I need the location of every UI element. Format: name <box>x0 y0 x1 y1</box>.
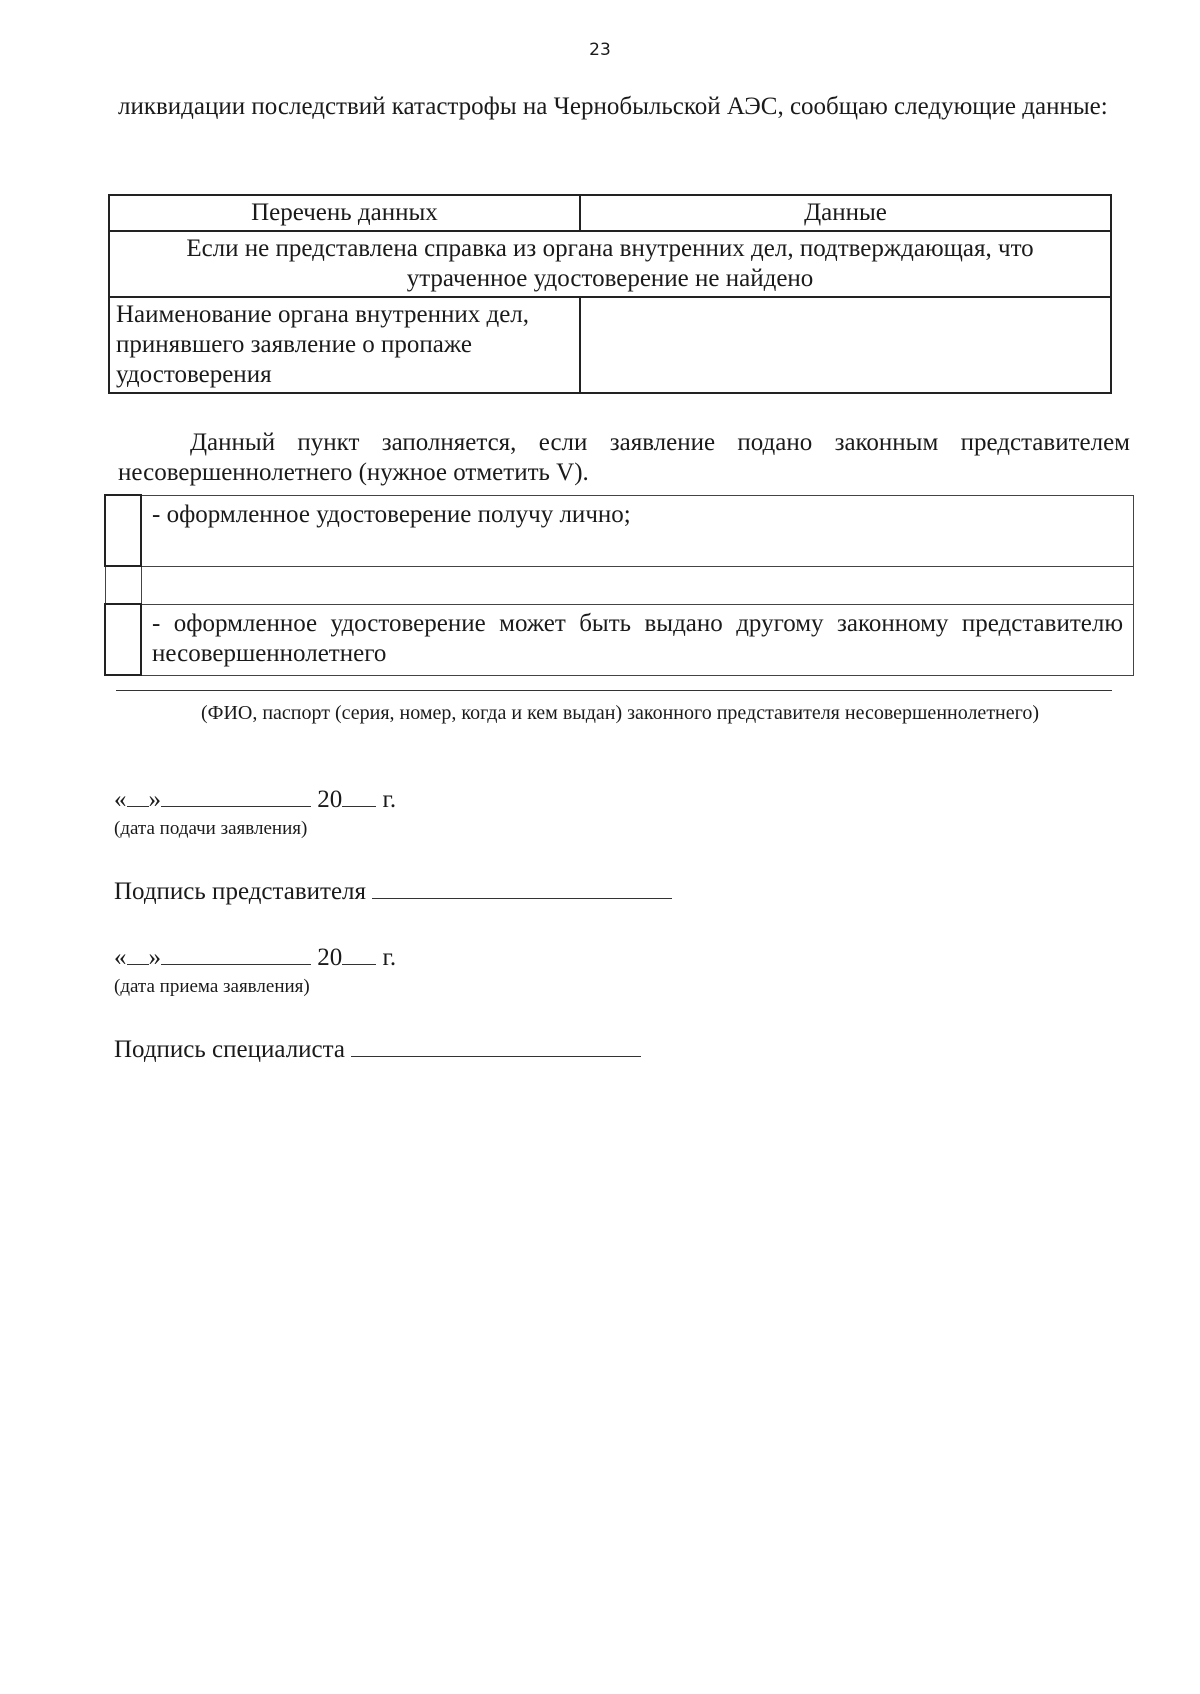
checkbox-other-rep[interactable] <box>105 604 141 675</box>
day-blank[interactable] <box>127 964 149 965</box>
table-header-row <box>109 195 1111 231</box>
column-header-list: Перечень данных <box>109 195 580 231</box>
row-label-police-body: Наименование органа внутренних дел, принявшего заявление о пропаже удостоверения <box>109 297 580 393</box>
spec-signature-blank[interactable] <box>351 1056 641 1057</box>
fio-input-line[interactable] <box>116 690 1112 691</box>
option-text-other-rep: - оформленное удостоверение может быть выдано другому законному представителю несовершеннолетнего <box>141 604 1134 675</box>
year-blank[interactable] <box>342 806 376 807</box>
year-blank[interactable] <box>342 964 376 965</box>
close-quote: » <box>148 944 161 971</box>
spec-signature-line <box>114 1036 641 1064</box>
data-table <box>108 194 1112 394</box>
table-row <box>109 297 1111 393</box>
open-quote: « <box>114 944 127 971</box>
column-header-data: Данные <box>580 195 1111 231</box>
note-paragraph: Данный пункт заполняется, если заявление подано законным представителем несовершеннолетнего (нужное отметить V). <box>118 429 1130 486</box>
page-number: 23 <box>589 40 611 60</box>
year-suffix: г. <box>382 786 397 813</box>
open-quote: « <box>114 786 127 813</box>
acceptance-date-line <box>114 944 396 972</box>
spacer-cell-left <box>105 566 141 604</box>
option-row-spacer <box>105 566 1134 604</box>
close-quote: » <box>148 786 161 813</box>
option-row-personal <box>105 495 1134 566</box>
options-table <box>104 494 1134 676</box>
year-suffix: г. <box>382 944 397 971</box>
month-blank[interactable] <box>161 806 311 807</box>
fio-caption: (ФИО, паспорт (серия, номер, когда и кем выдан) законного представителя несовершеннолетнего) <box>201 702 1039 724</box>
submission-date-caption: (дата подачи заявления) <box>114 818 308 839</box>
table-span-row <box>109 231 1111 297</box>
rep-signature-blank[interactable] <box>372 898 672 899</box>
option-row-other-rep <box>105 604 1134 675</box>
span-row-text: Если не представлена справка из органа внутренних дел, подтверждающая, что утраченное удостоверение не найдено <box>109 231 1111 297</box>
option-text-personal: - оформленное удостоверение получу лично; <box>141 495 1134 566</box>
checkbox-personal[interactable] <box>105 495 141 566</box>
acceptance-date-caption: (дата приема заявления) <box>114 976 310 997</box>
submission-date-line <box>114 786 396 814</box>
day-blank[interactable] <box>127 806 149 807</box>
spacer-cell-right <box>141 566 1134 604</box>
rep-signature-line <box>114 878 672 906</box>
year-prefix: 20 <box>317 786 343 813</box>
row-value-police-body[interactable] <box>580 297 1111 393</box>
rep-signature-label: Подпись представителя <box>114 878 367 905</box>
spec-signature-label: Подпись специалиста <box>114 1036 345 1063</box>
month-blank[interactable] <box>161 964 311 965</box>
year-prefix: 20 <box>317 944 343 971</box>
intro-paragraph: ликвидации последствий катастрофы на Чернобыльской АЭС, сообщаю следующие данные: <box>118 93 1108 120</box>
